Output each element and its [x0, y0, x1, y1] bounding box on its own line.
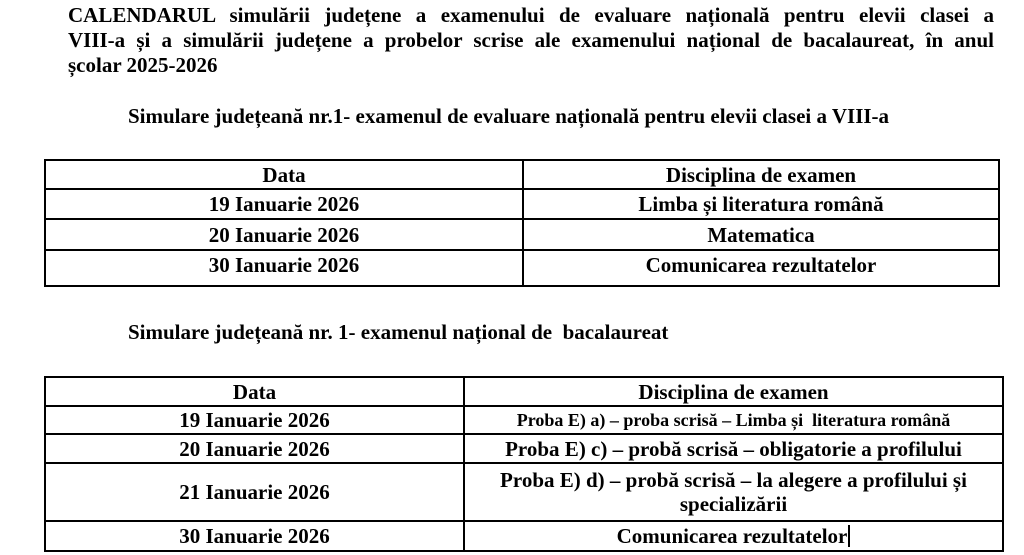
subject-cell[interactable]: Proba E) d) – probă scrisă – la alegere a profilului și specializării [464, 463, 1003, 521]
date-cell[interactable]: 21 Ianuarie 2026 [45, 463, 464, 521]
column-header-disciplina[interactable]: Disciplina de examen [464, 377, 1003, 406]
date-cell[interactable]: 20 Ianuarie 2026 [45, 434, 464, 463]
subject-cell[interactable]: Matematica [523, 219, 999, 250]
date-cell[interactable]: 30 Ianuarie 2026 [45, 521, 464, 551]
text-cursor [848, 525, 850, 547]
table-row [45, 463, 1003, 521]
table-row [45, 219, 999, 250]
date-cell[interactable]: 30 Ianuarie 2026 [45, 250, 523, 286]
subject-cell[interactable]: Proba E) a) – proba scrisă – Limba și literatura română [464, 406, 1003, 434]
title-line-3: școlar 2025-2026 [68, 53, 218, 77]
date-cell[interactable]: 20 Ianuarie 2026 [45, 219, 523, 250]
title-line-1: CALENDARUL simulării județene a examenului de evaluare națională pentru elevii clasei a [68, 3, 994, 27]
column-header-data[interactable]: Data [45, 377, 464, 406]
section2-heading[interactable]: Simulare județeană nr. 1- examenul național de bacalaureat [128, 320, 669, 344]
table-row [45, 521, 1003, 551]
section1-heading[interactable]: Simulare județeană nr.1- examenul de evaluare națională pentru elevii clasei a VIII-a [128, 104, 890, 128]
subject-cell[interactable]: Comunicarea rezultatelor [464, 521, 1003, 551]
column-header-data[interactable]: Data [45, 160, 523, 189]
table-row [45, 189, 999, 219]
subject-cell[interactable]: Comunicarea rezultatelor [523, 250, 999, 286]
title-line-2: VIII-a și a simulării județene a probelor scrise ale examenului național de bacalaureat, în anul [68, 28, 994, 52]
document-title[interactable] [68, 3, 994, 78]
table-row [45, 434, 1003, 463]
subject-cell[interactable]: Proba E) c) – probă scrisă – obligatorie a profilului [464, 434, 1003, 463]
date-cell[interactable]: 19 Ianuarie 2026 [45, 189, 523, 219]
date-cell[interactable]: 19 Ianuarie 2026 [45, 406, 464, 434]
column-header-disciplina[interactable]: Disciplina de examen [523, 160, 999, 189]
table-header-row [45, 160, 999, 189]
table-row [45, 250, 999, 286]
table-row [45, 406, 1003, 434]
evaluare-nationala-table [44, 159, 1000, 287]
subject-cell[interactable]: Limba și literatura română [523, 189, 999, 219]
bacalaureat-table [44, 376, 1004, 552]
table-header-row [45, 377, 1003, 406]
